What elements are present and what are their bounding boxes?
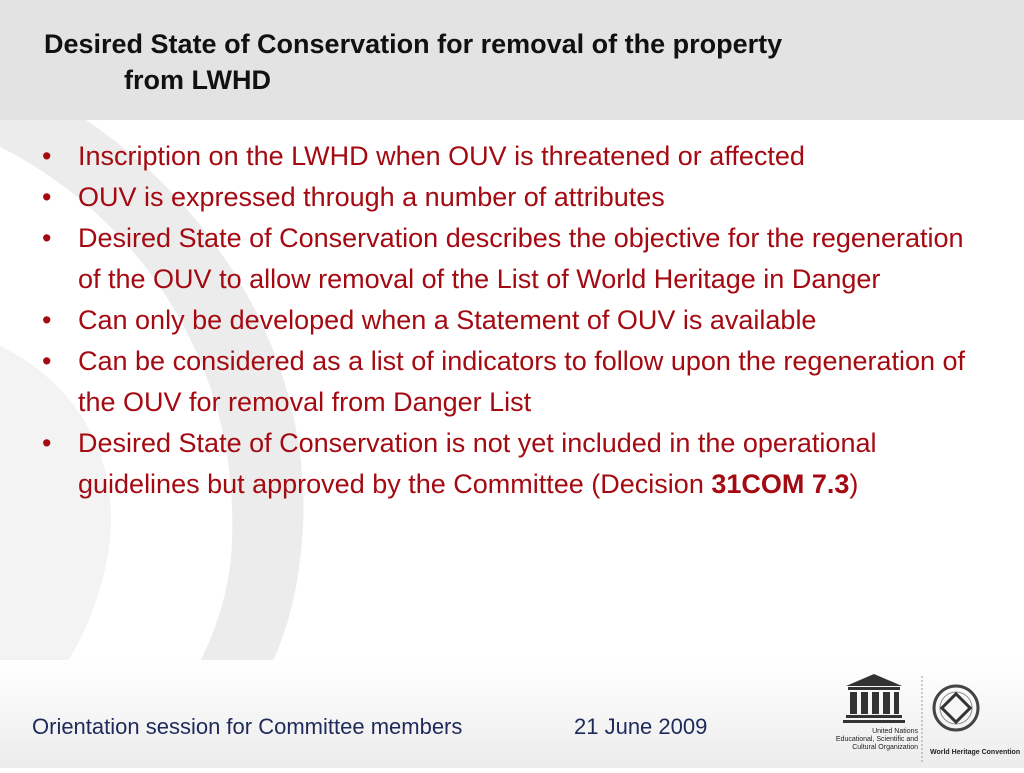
- title-band: [0, 0, 1024, 120]
- title-line-2: from LWHD: [124, 65, 271, 95]
- bullet-text: Desired State of Conservation is not yet included in the operational guidelines but approved by the Committee (Decision: [78, 428, 877, 499]
- bullet-item-decision: [40, 423, 990, 505]
- bullet-close: ): [849, 469, 859, 499]
- bullet-item: • Desired State of Conservation describes the objective for the regeneration of the OUV to allow removal of the List of World Heritage in Danger: [40, 218, 990, 300]
- bullet-item: • Can be considered as a list of indicators to follow upon the regeneration of the OUV for removal from Danger List: [40, 341, 990, 423]
- decision-reference: 31COM 7.3: [711, 469, 850, 499]
- unesco-caption-line: Cultural Organization: [852, 744, 918, 751]
- logo-area: [818, 672, 1024, 768]
- footer-session: Orientation session for Committee members: [32, 714, 463, 739]
- bullet-item: • OUV is expressed through a number of attributes: [40, 177, 990, 218]
- whc-caption: World Heritage Convention: [930, 749, 1021, 756]
- bullet-item: • Can only be developed when a Statement of OUV is available: [40, 300, 990, 341]
- bullet-item: • Inscription on the LWHD when OUV is threatened or affected: [40, 136, 990, 177]
- unesco-caption-line: United Nations: [872, 728, 918, 735]
- unesco-caption: [818, 728, 918, 752]
- title-line-1: Desired State of Conservation for removal of the property: [44, 29, 783, 59]
- bullet-list: [40, 136, 990, 505]
- world-heritage-emblem-icon: [934, 686, 978, 730]
- unesco-caption-line: Educational, Scientific and: [835, 736, 918, 743]
- footer-date: 21 June 2009: [574, 714, 708, 739]
- slide-title: [44, 26, 1004, 98]
